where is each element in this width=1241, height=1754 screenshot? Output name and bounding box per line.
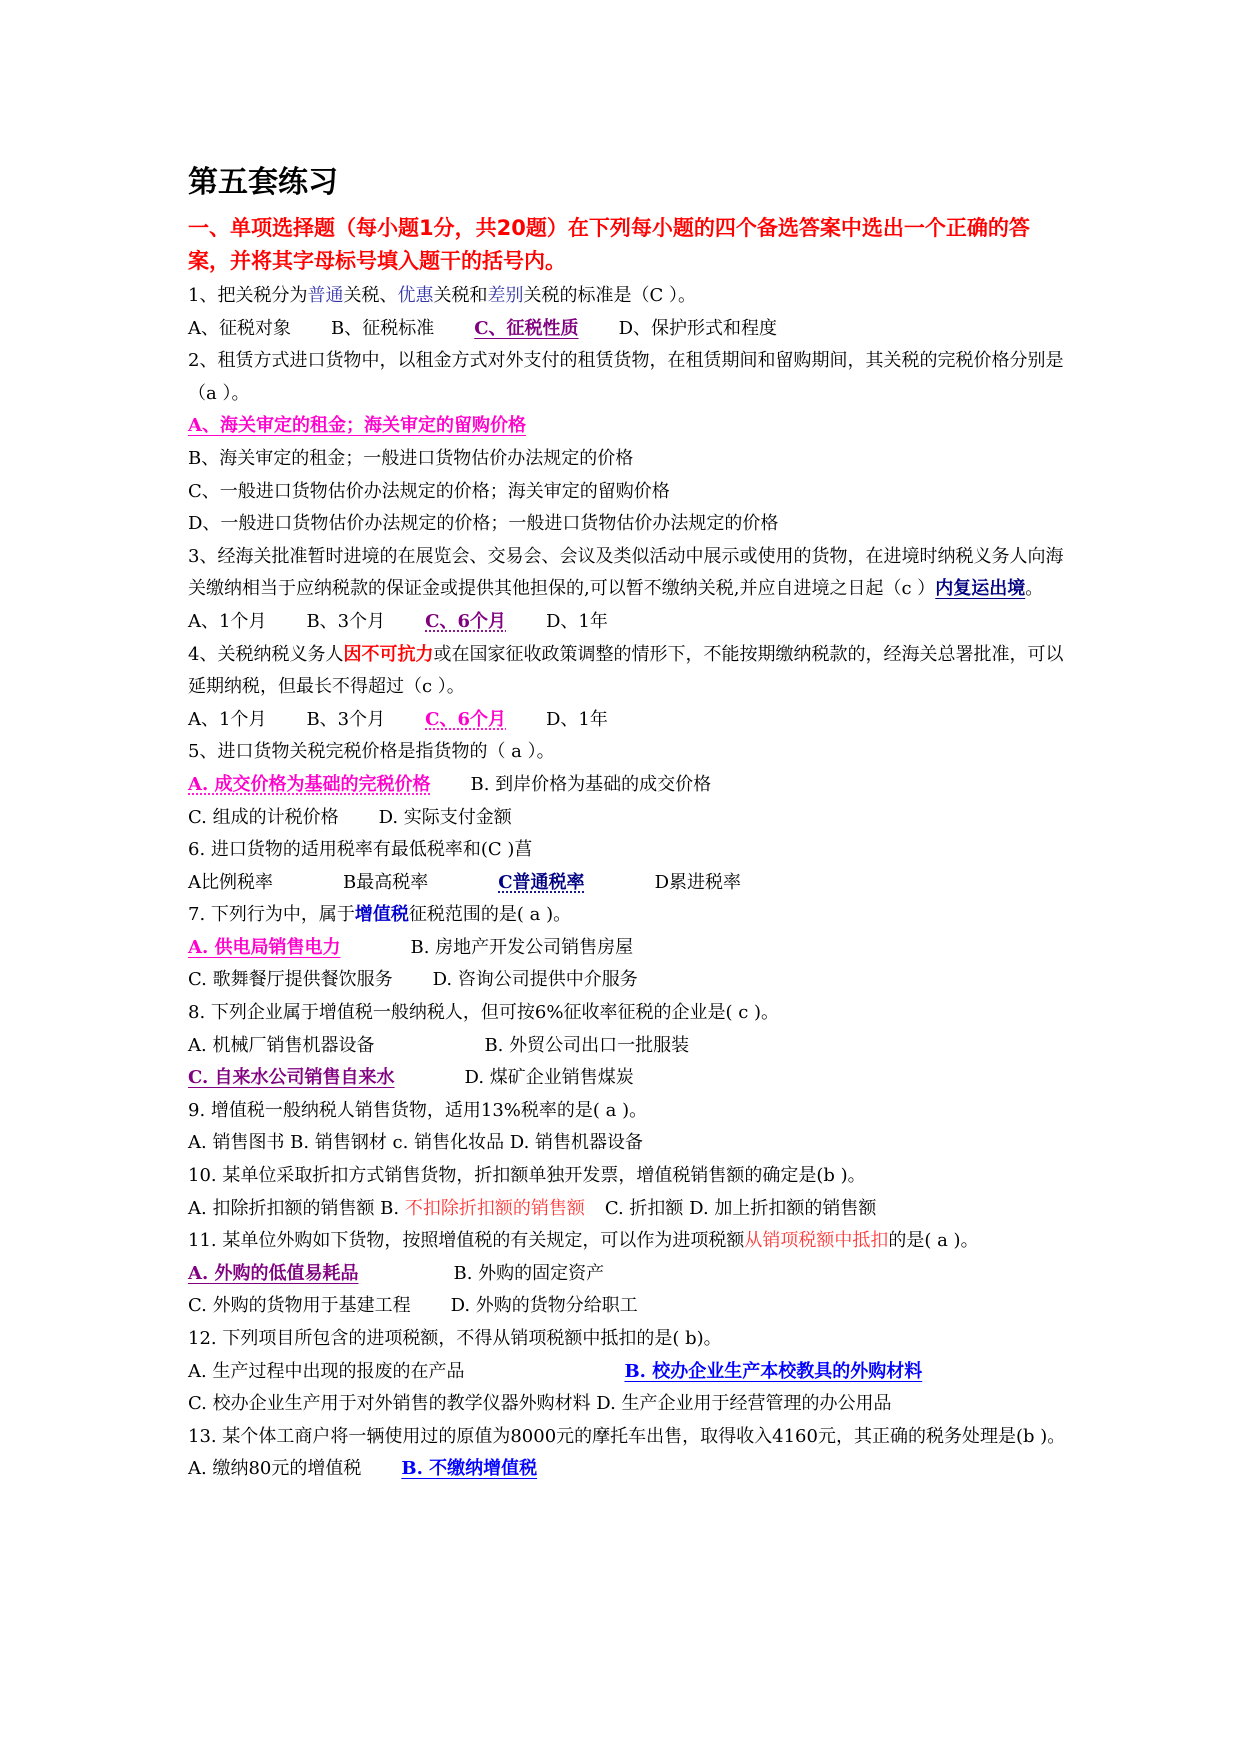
question-3 [188, 541, 1068, 606]
q3-text: 3、经海关批准暂时进境的在展览会、交易会、会议及类似活动中展示或使用的货物，在进境时纳税义务人向海关缴纳相当于应纳税款的保证金或提供其他担保的,可以暂不缴纳关税,并应自进境之日起（c ） [188, 545, 1064, 600]
q1-option-b: B、征税标准 [331, 317, 435, 339]
q13-options [188, 1453, 1068, 1486]
q4-options [188, 704, 1068, 737]
q11-option-a-answer: A. 外购的低值易耗品 [188, 1262, 359, 1284]
question-4 [188, 639, 1068, 704]
q4-option-d: D、1年 [546, 708, 608, 730]
section-title: 一、单项选择题（每小题1分，共20题）在下列每小题的四个备选答案中选出一个正确的答案，并将其字母标号填入题干的括号内。 [188, 216, 1030, 273]
q10-options-cd: C. 折扣额 D. 加上折扣额的销售额 [604, 1197, 877, 1219]
q4-text-2: 或在国家征收政策调整的情形下，不能按期缴纳税款的，经海关总署批准，可以延期纳税，但最长不得超过（c ）。 [188, 643, 1064, 698]
q11-option-c: C. 外购的货物用于基建工程 [188, 1295, 411, 1317]
q7-options-cd [188, 964, 1068, 997]
q13-option-b-answer: B. 不缴纳增值税 [401, 1458, 538, 1480]
q7-option-c: C. 歌舞餐厅提供餐饮服务 [188, 969, 393, 991]
q4-option-a: A、1个月 [188, 708, 267, 730]
q13-option-a: A. 缴纳80元的增值税 [188, 1458, 362, 1480]
q2-option-d: D、一般进口货物估价办法规定的价格；一般进口货物估价办法规定的价格 [188, 513, 779, 535]
q7-options-ab [188, 932, 1068, 965]
question-6: 6. 进口货物的适用税率有最低税率和(C )菖 [188, 839, 533, 861]
question-12: 12. 下列项目所包含的进项税额，不得从销项税额中抵扣的是( b)。 [188, 1328, 722, 1349]
document-content [188, 160, 1068, 1486]
q3-options [188, 606, 1068, 639]
q11-text: 11. 某单位外购如下货物，按照增值税的有关规定，可以作为进项税额 [188, 1230, 745, 1252]
q8-option-c-answer: C. 自来水公司销售自来水 [188, 1067, 395, 1089]
q10-option-a: A. 扣除折扣额的销售额 B. [188, 1197, 400, 1219]
q3-option-d: D、1年 [546, 610, 608, 632]
q12-option-b-answer: B. 校办企业生产本校教具的外购材料 [624, 1360, 923, 1382]
q12-options-ab [188, 1356, 1068, 1389]
q7-option-a-answer: A. 供电局销售电力 [188, 936, 341, 958]
q1-text-3: 关税和 [433, 285, 488, 306]
q1-text: 1、把关税分为 [188, 285, 308, 306]
q1-term-3: 差别 [487, 285, 524, 306]
q9-options: A. 销售图书 B. 销售钢材 c. 销售化妆品 D. 销售机器设备 [188, 1132, 644, 1154]
q7-keyword: 增值税 [354, 904, 409, 926]
q6-options [188, 867, 1068, 900]
q11-keyword: 从销项税额中抵扣 [744, 1230, 889, 1252]
question-10: 10. 某单位采取折扣方式销售货物，折扣额单独开发票，增值税销售额的确定是(b )。 [188, 1165, 866, 1187]
q5-options-cd [188, 802, 1068, 835]
q10-options [188, 1193, 1068, 1226]
q11-options-ab [188, 1258, 1068, 1291]
q12-option-a: A. 生产过程中出现的报废的在产品 [188, 1360, 465, 1382]
q3-end: 。 [1025, 578, 1044, 600]
question-8: 8. 下列企业属于增值税一般纳税人，但可按6%征收率征税的企业是( c )。 [188, 1002, 780, 1024]
q4-text: 4、关税纳税义务人 [188, 643, 344, 665]
q7-text-2: 征税范围的是( a )。 [408, 904, 572, 926]
question-2: 2、租赁方式进口货物中，以租金方式对外支付的租赁货物，在租赁期间和留购期间，其关税的完税价格分别是（a ）。 [188, 350, 1064, 404]
q7-text: 7. 下列行为中，属于 [188, 904, 355, 926]
q1-text-4: 关税的标准是（C ）。 [523, 285, 696, 306]
q5-options-ab [188, 769, 1068, 802]
q5-option-d: D. 实际支付金额 [378, 806, 512, 828]
q11-options-cd [188, 1290, 1068, 1323]
q11-option-d: D. 外购的货物分给职工 [450, 1295, 638, 1317]
q2-option-c: C、一般进口货物估价办法规定的价格；海关审定的留购价格 [188, 480, 670, 502]
q4-option-c-answer: C、6个月 [425, 708, 506, 730]
q8-option-b: B. 外贸公司出口一批服装 [484, 1034, 690, 1056]
question-7 [188, 899, 1068, 932]
q1-term-2: 优惠 [397, 285, 434, 306]
question-1 [188, 280, 1068, 313]
q2-option-b: B、海关审定的租金；一般进口货物估价办法规定的价格 [188, 447, 634, 469]
q1-text-2: 关税、 [343, 285, 398, 306]
q12-options-cd: C. 校办企业生产用于对外销售的教学仪器外购材料 D. 生产企业用于经营管理的办公用品 [188, 1393, 892, 1415]
q6-option-d: D累进税率 [654, 871, 741, 893]
q2-option-a-answer [188, 410, 1068, 443]
page-title: 第五套练习 [188, 165, 338, 200]
q4-option-b: B、3个月 [306, 708, 386, 730]
q5-option-a-answer: A. 成交价格为基础的完税价格 [188, 773, 431, 795]
q3-option-c-answer: C、6个月 [425, 610, 506, 632]
q3-option-b: B、3个月 [306, 610, 386, 632]
q5-option-c: C. 组成的计税价格 [188, 806, 339, 828]
question-13: 13. 某个体工商户将一辆使用过的原值为8000元的摩托车出售，取得收入4160元，其正确的税务处理是(b )。 [188, 1425, 1066, 1447]
q4-keyword: 因不可抗力 [343, 643, 434, 665]
q6-option-a: A比例税率 [188, 871, 273, 893]
question-5: 5、进口货物关税完税价格是指货物的（ a ）。 [188, 741, 555, 763]
q1-option-a: A、征税对象 [188, 317, 291, 339]
q11-option-b: B. 外购的固定资产 [453, 1262, 605, 1284]
q10-option-b-answer: 不扣除折扣额的销售额 [404, 1197, 585, 1219]
q1-options [188, 313, 1068, 346]
question-11 [188, 1225, 1068, 1258]
q3-keyword: 内复运出境 [935, 578, 1026, 600]
q8-option-a: A. 机械厂销售机器设备 [188, 1034, 375, 1056]
q1-option-d: D、保护形式和程度 [618, 317, 777, 339]
q1-option-c-answer: C、征税性质 [474, 317, 579, 339]
q7-option-d: D. 咨询公司提供中介服务 [432, 969, 638, 991]
q2-option-a-text: A、海关审定的租金；海关审定的留购价格 [188, 415, 526, 437]
q7-option-b: B. 房地产开发公司销售房屋 [410, 936, 634, 958]
question-9: 9. 增值税一般纳税人销售货物，适用13%税率的是( a )。 [188, 1099, 648, 1121]
q8-option-d: D. 煤矿企业销售煤炭 [464, 1067, 634, 1089]
q1-term-1: 普通 [307, 285, 344, 306]
q6-option-c-answer: C普通税率 [498, 871, 585, 893]
q8-options-cd [188, 1062, 1068, 1095]
q6-option-b: B最高税率 [343, 871, 429, 893]
q8-options-ab [188, 1030, 1068, 1063]
q3-option-a: A、1个月 [188, 610, 267, 632]
q11-text-2: 的是( a )。 [888, 1230, 979, 1252]
q5-option-b: B. 到岸价格为基础的成交价格 [470, 773, 712, 795]
